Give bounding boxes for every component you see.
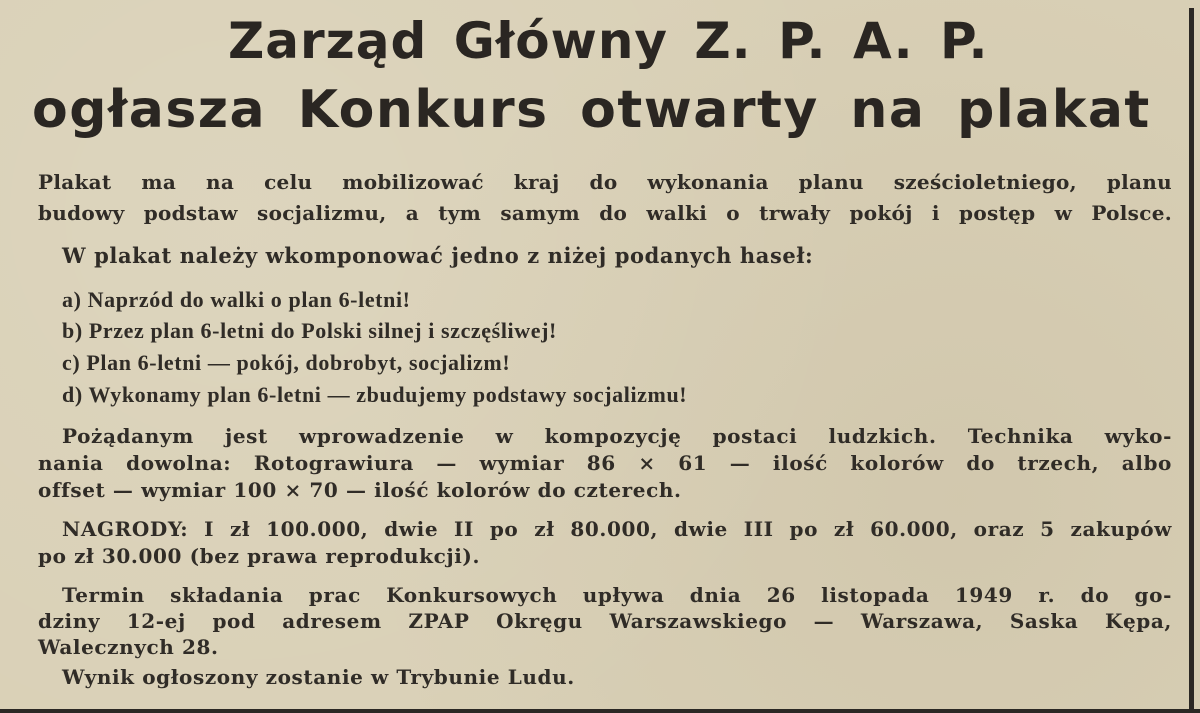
headline-line-1: Zarząd Główny Z. P. A. P. <box>228 12 989 70</box>
column-rule-right <box>1189 8 1194 713</box>
slogan-c: c) Plan 6-letni — pokój, dobrobyt, socjalizm! <box>62 350 511 375</box>
deadline-line-3: Walecznych 28. <box>38 635 219 659</box>
technique-line-1: Pożądanym jest wprowadzenie w kompozycję postaci ludzkich. Technika wyko- <box>62 424 1172 448</box>
slogan-b: b) Przez plan 6-letni do Polski silnej i szczęśliwej! <box>62 318 557 343</box>
lead-paragraph-line-1: Plakat ma na celu mobilizować kraj do wykonania planu sześcioletniego, planu <box>38 170 1172 194</box>
headline-line-2: ogłasza Konkurs otwarty na plakat <box>32 80 1151 140</box>
deadline-line-2: dziny 12-ej pod adresem ZPAP Okręgu Warszawskiego — Warszawa, Saska Kępa, <box>38 609 1172 633</box>
prizes-line-2: po zł 30.000 (bez prawa reprodukcji). <box>38 544 481 568</box>
slogan-a: a) Naprzód do walki o plan 6-letni! <box>62 287 411 312</box>
technique-line-2: nania dowolna: Rotograwiura — wymiar 86 × 61 — ilość kolorów do trzech, albo <box>38 451 1172 475</box>
prizes-line-1: NAGRODY: I zł 100.000, dwie II po zł 80.000, dwie III po zł 60.000, oraz 5 zakupów <box>62 517 1172 541</box>
deadline-line-1: Termin składania prac Konkursowych upływa dnia 26 listopada 1949 r. do go- <box>62 583 1172 607</box>
slogans-intro: W plakat należy wkomponować jedno z niżej podanych haseł: <box>62 243 814 268</box>
column-rule-bottom <box>0 709 1200 713</box>
slogan-d: d) Wykonamy plan 6-letni — zbudujemy podstawy socjalizmu! <box>62 382 688 407</box>
results-announcement: Wynik ogłoszony zostanie w Trybunie Ludu. <box>62 665 575 689</box>
lead-paragraph-line-2: budowy podstaw socjalizmu, a tym samym do walki o trwały pokój i postęp w Polsce. <box>38 201 1172 225</box>
technique-line-3: offset — wymiar 100 × 70 — ilość kolorów do czterech. <box>38 478 682 502</box>
